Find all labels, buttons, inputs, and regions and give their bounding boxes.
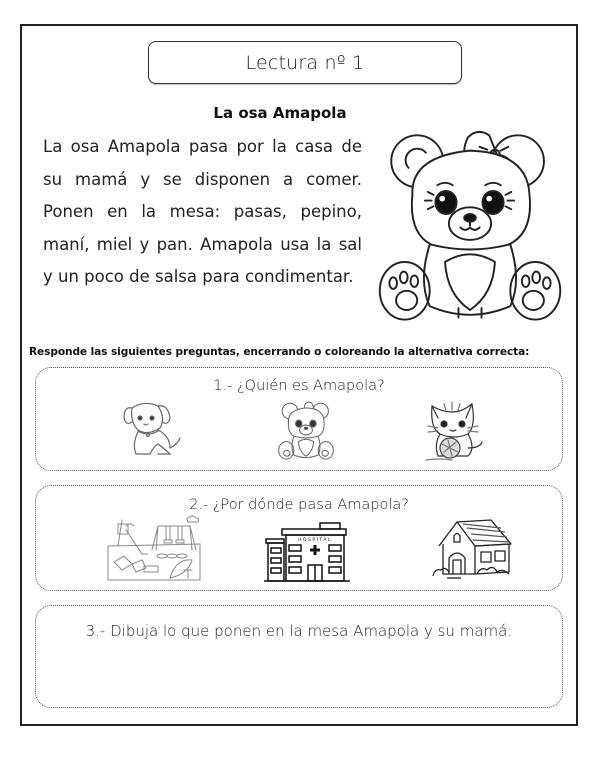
option-playground[interactable] xyxy=(104,514,204,582)
hospital-sign: HOSPITAL xyxy=(298,538,332,543)
instructions-text: Responde las siguientes preguntas, encerrando o coloreando la alternativa correcta: xyxy=(29,346,530,358)
option-hospital[interactable] xyxy=(264,521,350,583)
playground-icon xyxy=(104,514,204,582)
question-2-box xyxy=(35,485,563,591)
worksheet-heading xyxy=(148,41,462,84)
house-icon xyxy=(431,516,513,582)
question-1-box xyxy=(35,367,563,471)
option-house[interactable] xyxy=(431,516,513,582)
question-3-text: 3.- Dibuja lo que ponen en la mesa Amapola y su mamá: xyxy=(85,622,513,640)
story-title: La osa Amapola xyxy=(213,104,347,122)
worksheet-heading-text: Lectura nº 1 xyxy=(245,51,365,74)
teddy-bear-icon xyxy=(268,398,344,462)
option-teddy-bear[interactable] xyxy=(268,398,344,462)
hospital-icon xyxy=(264,521,350,583)
question-1-text: 1.- ¿Quién es Amapola? xyxy=(213,378,385,394)
question-3-box xyxy=(35,605,563,708)
teddy-bear-illustration xyxy=(374,118,566,328)
option-puppy[interactable] xyxy=(118,398,188,460)
option-kitten[interactable] xyxy=(418,398,490,464)
kitten-icon xyxy=(418,398,490,464)
story-text: La osa Amapola pasa por la casa de su mamá y se disponen a comer. Ponen en la mesa: pasas, pepino, maní, miel y pan. Amapola usa la sal y un poco de salsa para condimentar. xyxy=(43,137,362,287)
puppy-icon xyxy=(118,398,188,460)
drawing-answer-area[interactable] xyxy=(48,650,550,697)
question-2-text: 2.- ¿Por dónde pasa Amapola? xyxy=(189,497,409,513)
